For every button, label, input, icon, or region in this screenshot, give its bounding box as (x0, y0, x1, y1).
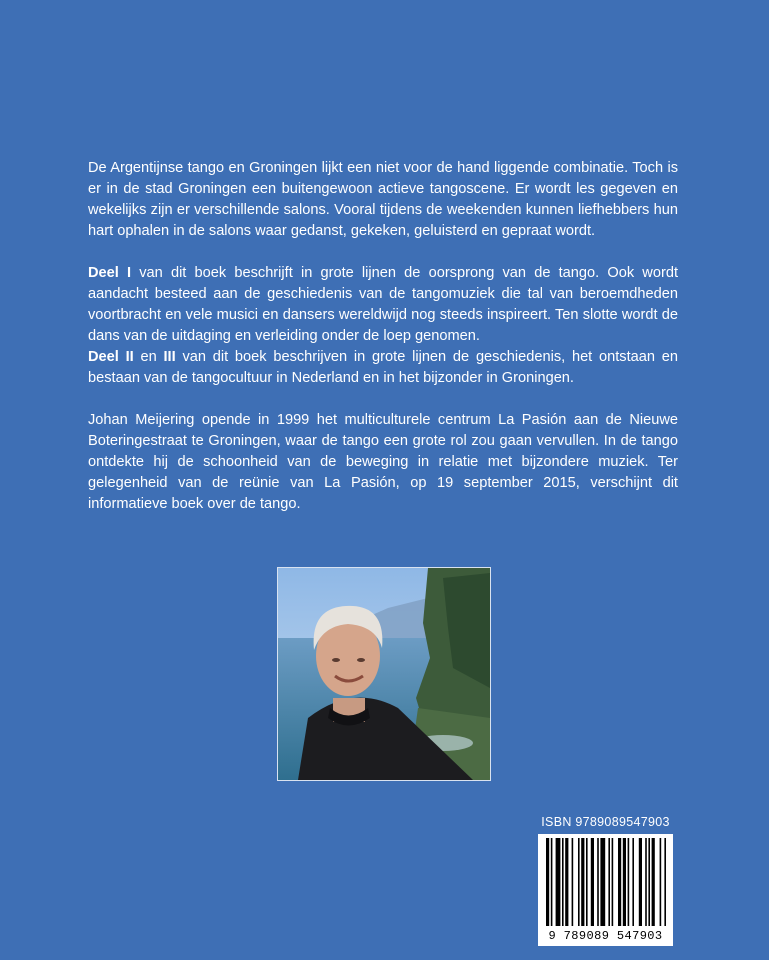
author-photo (277, 567, 491, 781)
deel23-paragraph (88, 347, 678, 389)
author-paragraph: Johan Meijering opende in 1999 het multiculturele centrum La Pasión aan de Nieuwe Boteringestraat te Groningen, waar de tango een grote rol zou gaan vervullen. In de tango ontdekte hij de schoonheid van de beweging in relatie met bijzondere muziek. Ter gelegenheid van de reünie van La Pasión, op 19 september 2015, verschijnt dit informatieve boek over de tango. (88, 412, 678, 512)
deel1-text: van dit boek beschrijft in grote lijnen de oorsprong van de tango. Ook wordt aandacht besteed aan de geschiedenis van de tangomuziek die tal van beroemdheden voortbracht en vele musici en dansers wereldwijd nog steeds inspireert. Ten slotte wordt de dans van de uitdaging en verleiding onder de loep genomen. (88, 265, 678, 344)
barcode-bar (612, 838, 614, 926)
barcode-bar (632, 838, 634, 926)
barcode-bar (556, 838, 561, 926)
deel23-text: van dit boek beschrijven in grote lijnen de geschiedenis, het ontstaan en bestaan van de tangocultuur in Nederland en in het bijzonder in Groningen. (88, 349, 679, 386)
back-cover-text (88, 158, 678, 536)
deel3-label: III (163, 349, 176, 365)
barcode-bar (546, 838, 549, 926)
barcode-bar (597, 838, 599, 926)
barcode-bar (628, 838, 630, 926)
barcode-bar (645, 838, 647, 926)
deel-and: en (133, 349, 164, 365)
barcode-bar (652, 838, 655, 926)
barcode-bar (639, 838, 642, 926)
barcode-bar (562, 838, 564, 926)
barcode-bar (551, 838, 553, 926)
barcode-bar (578, 838, 580, 926)
barcode-bar (581, 838, 584, 926)
barcode-bar (608, 838, 610, 926)
barcode (538, 834, 673, 946)
barcode-digits: 9 789089 547903 (548, 929, 663, 943)
isbn-block (538, 815, 673, 946)
isbn-label: ISBN 9789089547903 (541, 815, 670, 829)
barcode-bar (591, 838, 594, 926)
barcode-bar (660, 838, 662, 926)
barcode-bars (538, 834, 673, 929)
barcode-bar (648, 838, 650, 926)
barcode-bar (586, 838, 588, 926)
barcode-bar (623, 838, 626, 926)
barcode-bar (572, 838, 574, 926)
barcode-bar (565, 838, 568, 926)
intro-paragraph: De Argentijnse tango en Groningen lijkt een niet voor de hand liggende combinatie. Toch is er in de stad Groningen een buitengewoon actieve tangoscene. Er wordt les gegeven en wekelijks zijn er verschillende salons. Vooral tijdens de weekenden kunnen liefhebbers hun hart ophalen in de salons waar gedanst, gekeken, geluisterd en gepraat wordt. (88, 160, 678, 239)
barcode-bar (664, 838, 666, 926)
barcode-bar (600, 838, 605, 926)
barcode-bar (618, 838, 621, 926)
deel1-paragraph (88, 263, 678, 347)
deel2-label: Deel II (88, 349, 134, 365)
deel1-label: Deel I (88, 265, 132, 281)
author-photo-illustration (278, 568, 490, 780)
